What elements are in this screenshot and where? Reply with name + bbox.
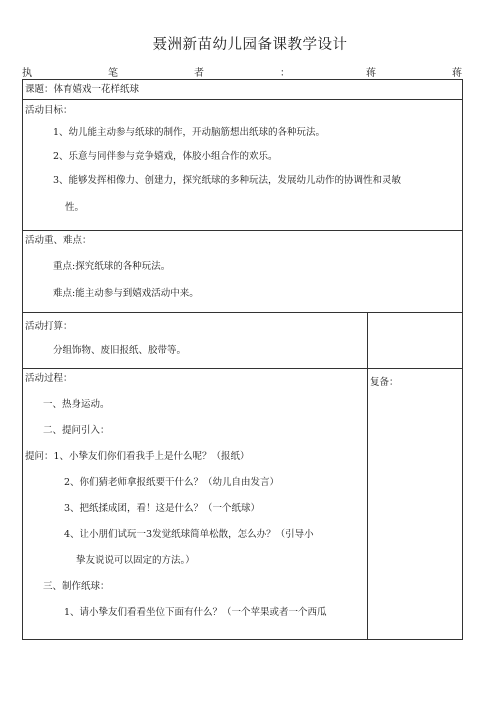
topic-cell (23, 80, 463, 100)
process-line-4: 2、你们猜老师拿报纸要干什么？（幼儿自由发言） (64, 477, 280, 488)
process-cell (23, 369, 368, 640)
author-name-char-1: 蒋 (366, 68, 376, 79)
author-colon: ： (280, 68, 290, 79)
key-points-row (23, 231, 463, 313)
preparation-side-cell (368, 313, 463, 369)
process-line-3: 提问：1、小挚友们你们看我手上是什么呢？（报纸） (25, 451, 250, 462)
author-row (22, 64, 462, 78)
goal-item-3: 3、能够发挥相像力、创建力，探究纸球的多种玩法，发展幼儿动作的协调性和灵敏 (53, 175, 402, 186)
process-line-7: 挚友说说可以固定的方法。） (76, 555, 195, 566)
process-line-2: 二、提问引入： (43, 425, 110, 436)
goals-row (23, 100, 463, 231)
process-row (23, 369, 463, 640)
process-line-8: 三、制作纸球： (43, 581, 110, 592)
author-char-1: 执 (22, 68, 32, 79)
author-name-char-2: 蒋 (452, 68, 462, 79)
topic-text: 课题：体育嬉戏一花样纸球 (25, 84, 140, 95)
preparation-row (23, 313, 463, 369)
preparation-text: 分组饰物、废旧报纸、胶带等。 (53, 345, 187, 356)
process-line-6: 4、让小朋们试玩一3发觉纸球简单松散，怎么办？（引导小 (64, 529, 314, 540)
process-line-5: 3、把纸揉成团，看！这是什么？（一个纸球） (64, 503, 261, 514)
process-line-1: 一、热身运动。 (43, 399, 110, 410)
review-cell (368, 369, 463, 640)
key-point-difficulty: 难点:能主动参与到嬉戏活动中来。 (53, 288, 199, 299)
topic-row (23, 80, 463, 100)
author-char-3: 者 (194, 68, 204, 79)
author-char-2: 笔 (108, 68, 118, 79)
process-label: 活动过程： (25, 373, 73, 384)
process-line-9: 1、请小挚友们看看坐位下面有什么？（一个苹果或者一个西瓜 (64, 607, 327, 618)
goals-cell (23, 100, 463, 231)
preparation-label: 活动打算： (25, 321, 73, 332)
review-label: 复备： (370, 377, 399, 388)
goal-item-1: 1、幼儿能主动参与纸球的制作，开动脑筋想出纸球的各种玩法。 (53, 127, 326, 138)
key-points-cell (23, 231, 463, 313)
goal-item-3-cont: 性。 (65, 202, 85, 213)
preparation-cell (23, 313, 368, 369)
document-title: 聂洲新苗幼儿园备课教学设计 (152, 37, 348, 53)
key-point-focus: 重点:探究纸球的各种玩法。 (53, 261, 171, 272)
goal-item-2: 2、乐意与同伴参与竞争嬉戏，体胶小组合作的欢乐。 (53, 151, 278, 162)
lesson-plan-table (22, 79, 463, 640)
key-points-label: 活动重、难点： (25, 235, 92, 246)
goals-label: 活动目标： (25, 105, 73, 116)
